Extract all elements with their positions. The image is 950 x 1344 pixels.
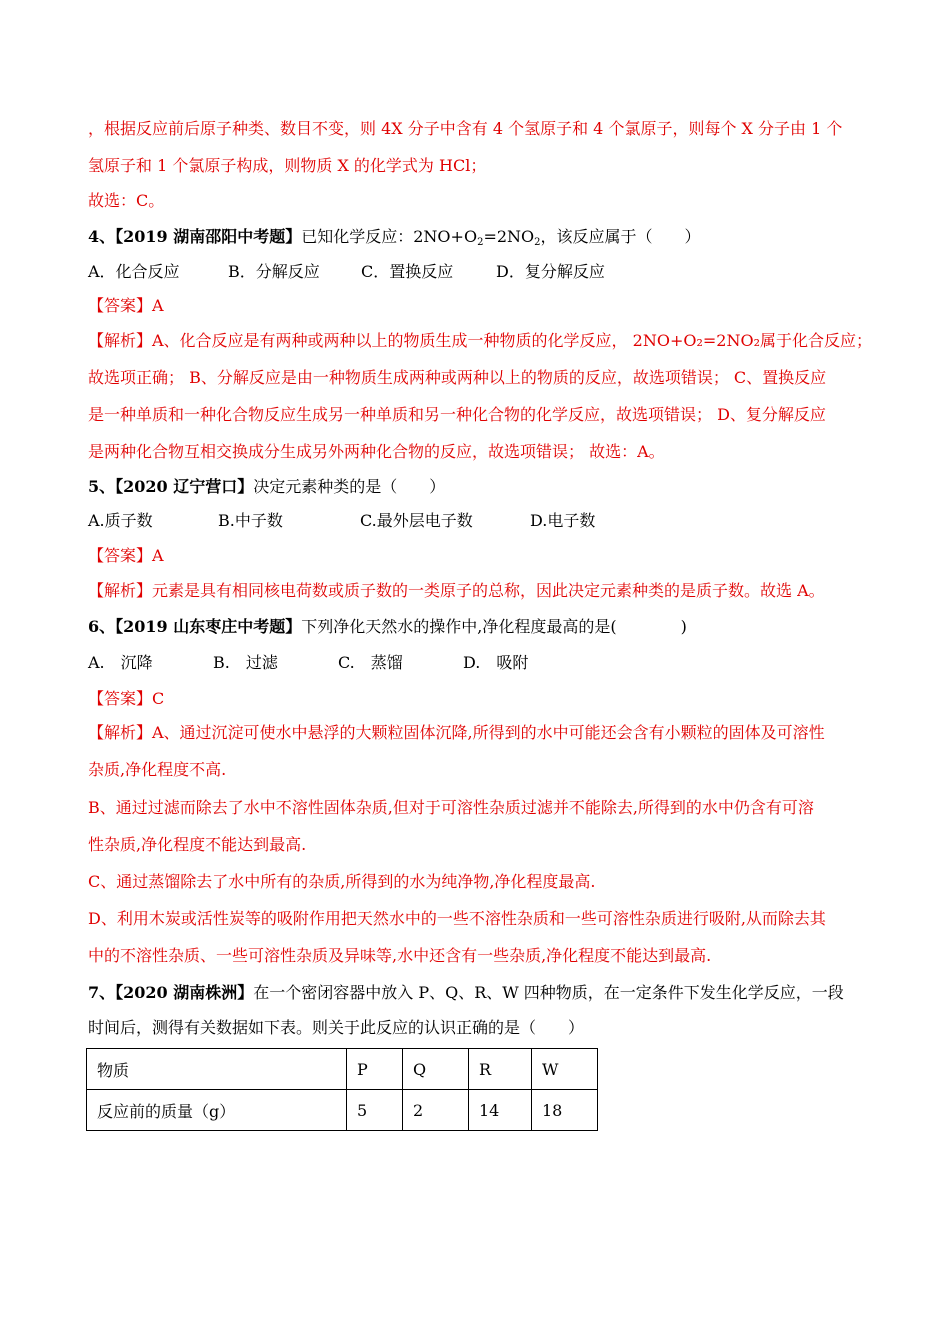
q7-stem-line-1 [88, 982, 844, 1004]
q4-stem-sub2: 2 [534, 237, 541, 248]
q4-stem-mid: =2NO [483, 227, 535, 246]
q7-source: 【2020 湖南株洲】 [115, 983, 254, 1002]
q7-data-table [86, 1048, 598, 1131]
intro-line-3: 故选：C。 [88, 191, 165, 210]
q4-option-b: B．分解反应 [228, 262, 320, 281]
q4-stem-post: ，该反应属于（ ） [540, 227, 701, 246]
q4-options [88, 261, 605, 283]
q6-stem [88, 616, 687, 638]
table-row [87, 1090, 598, 1131]
q7-stem-text: 在一个密闭容器中放入 P、Q、R、W 四种物质，在一定条件下发生化学反应，一段 [253, 983, 844, 1002]
q4-analysis-line-3: 是一种单质和一种化合物反应生成另一种单质和另一种化合物的化学反应，故选项错误； D、复分解反应 [88, 405, 826, 424]
q6-source: 【2019 山东枣庄中考题】 [115, 617, 302, 636]
q6-analysis-line-2: 杂质,净化程度不高. [88, 760, 227, 779]
q6-analysis-line-4: 性杂质,净化程度不能达到最高. [88, 835, 307, 854]
q4-answer: 【答案】A [88, 296, 164, 315]
q4-option-c: C．置换反应 [361, 262, 454, 281]
table-cell: 18 [532, 1090, 598, 1131]
table-cell: 2 [403, 1090, 469, 1131]
q6-analysis-line-6: D、利用木炭或活性炭等的吸附作用把天然水中的一些不溶性杂质和一些可溶性杂质进行吸附,从而除去其 [88, 909, 826, 928]
q5-number: 5、 [88, 477, 116, 496]
q4-stem [88, 226, 701, 248]
q6-number: 6、 [88, 617, 116, 636]
q4-analysis-line-1: 【解析】A、化合反应是有两种或两种以上的物质生成一种物质的化学反应， 2NO+O₂=2NO₂属于化合反应； [88, 331, 872, 350]
q6-analysis-line-1: 【解析】A、通过沉淀可使水中悬浮的大颗粒固体沉降,所得到的水中可能还会含有小颗粒的固体及可溶性 [88, 723, 825, 742]
q6-analysis-line-7: 中的不溶性杂质、一些可溶性杂质及异味等,水中还含有一些杂质,净化程度不能达到最高. [88, 946, 712, 965]
q5-options [88, 510, 595, 532]
table-header-cell: P [347, 1049, 403, 1090]
q7-stem-line-2: 时间后，测得有关数据如下表。则关于此反应的认识正确的是（ ） [88, 1018, 585, 1037]
q5-option-a: A.质子数 [88, 511, 153, 530]
table-header-cell: R [469, 1049, 532, 1090]
q4-analysis-line-4: 是两种化合物互相交换成分生成另外两种化合物的反应，故选项错误； 故选：A。 [88, 442, 665, 461]
table-header-cell: W [532, 1049, 598, 1090]
q6-options [88, 652, 528, 674]
q6-analysis-line-3: B、通过过滤而除去了水中不溶性固体杂质,但对于可溶性杂质过滤并不能除去,所得到的水中仍含有可溶 [88, 798, 814, 817]
q4-number: 4、 [88, 227, 116, 246]
q6-answer: 【答案】C [88, 689, 165, 708]
table-cell: 5 [347, 1090, 403, 1131]
q4-stem-pre: 已知化学反应：2NO+O [301, 227, 478, 246]
q5-stem-text: 决定元素种类的是（ ） [253, 477, 446, 496]
q4-stem-sub1: 2 [477, 237, 484, 248]
table-header-cell: Q [403, 1049, 469, 1090]
q6-option-d: D. 吸附 [463, 653, 529, 672]
q6-option-b: B. 过滤 [213, 653, 278, 672]
q7-number: 7、 [88, 983, 116, 1002]
q5-option-b: B.中子数 [218, 511, 283, 530]
q5-analysis: 【解析】元素是具有相同核电荷数或质子数的一类原子的总称，因此决定元素种类的是质子数。故选 A。 [88, 581, 825, 600]
q6-stem-text: 下列净化天然水的操作中,净化程度最高的是( ) [301, 617, 687, 636]
q4-option-a: A．化合反应 [88, 262, 180, 281]
q4-option-d: D．复分解反应 [496, 262, 605, 281]
q4-analysis-line-2: 故选项正确； B、分解反应是由一种物质生成两种或两种以上的物质的反应，故选项错误； C、置换反应 [88, 368, 827, 387]
q5-source: 【2020 辽宁营口】 [115, 477, 254, 496]
q5-option-d: D.电子数 [530, 511, 596, 530]
intro-line-1: ，根据反应前后原子种类、数目不变，则 4X 分子中含有 4 个氢原子和 4 个氯原子，则每个 X 分子由 1 个 [88, 119, 843, 138]
table-header-row [87, 1049, 598, 1090]
table-cell: 反应前的质量（g） [87, 1090, 347, 1131]
q5-option-c: C.最外层电子数 [360, 511, 473, 530]
q4-source: 【2019 湖南邵阳中考题】 [115, 227, 302, 246]
q5-answer: 【答案】A [88, 546, 164, 565]
intro-line-2: 氢原子和 1 个氯原子构成，则物质 X 的化学式为 HCl； [88, 156, 487, 175]
q6-analysis-line-5: C、通过蒸馏除去了水中所有的杂质,所得到的水为纯净物,净化程度最高. [88, 872, 596, 891]
table-cell: 14 [469, 1090, 532, 1131]
q6-option-c: C. 蒸馏 [338, 653, 403, 672]
table-header-cell: 物质 [87, 1049, 347, 1090]
q6-option-a: A. 沉降 [88, 653, 153, 672]
q5-stem [88, 476, 445, 498]
